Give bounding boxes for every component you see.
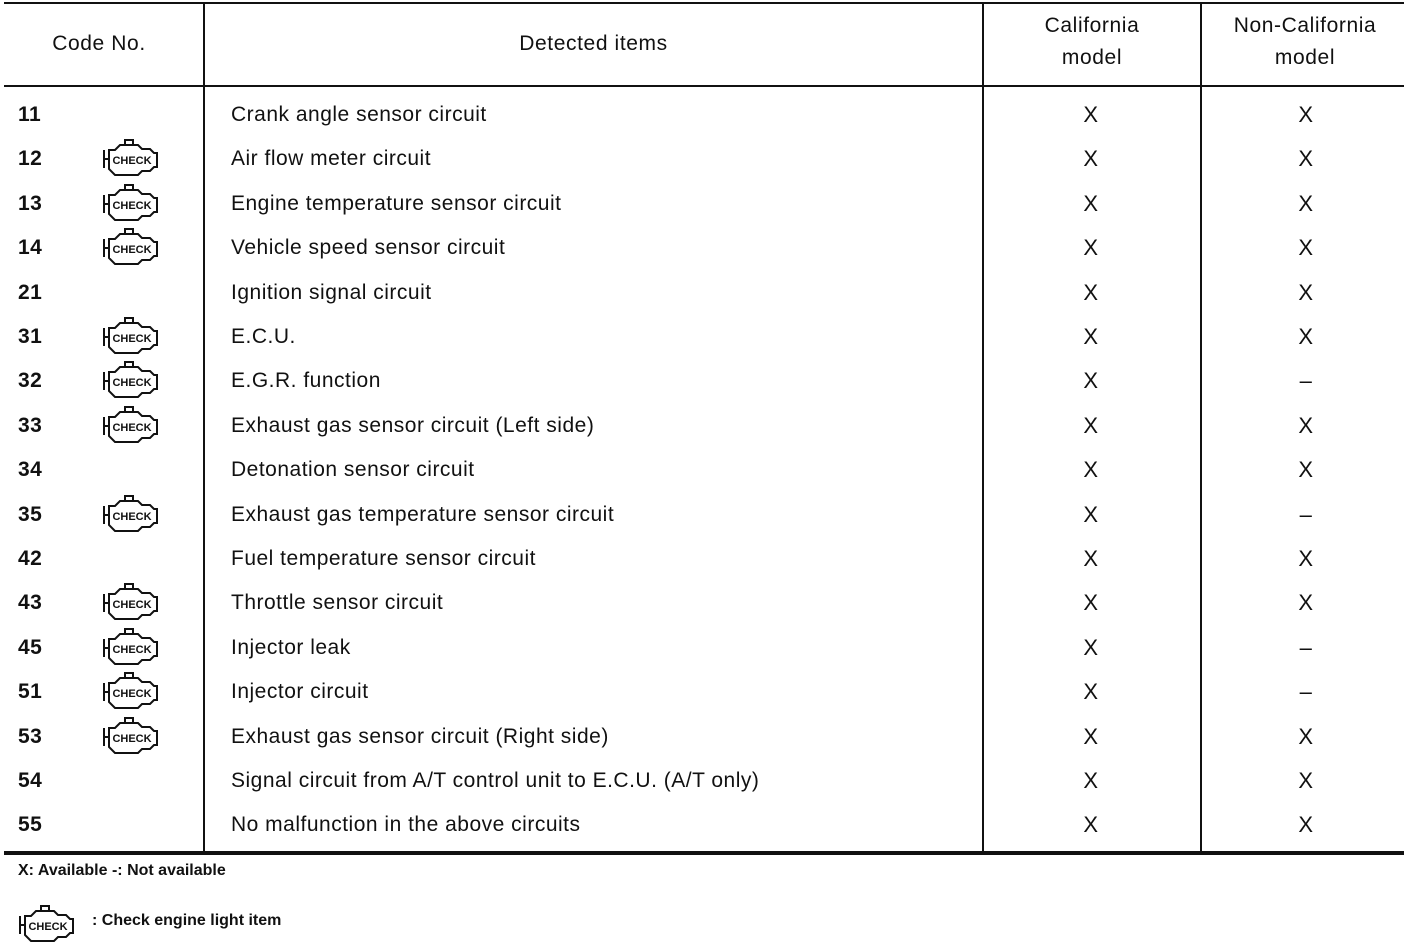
row-code-13: 13 <box>18 192 43 215</box>
row-california-mark: X <box>1083 235 1099 260</box>
header-noncal-line1: Non-California <box>1233 14 1377 37</box>
row-code-14: 14 <box>18 236 43 259</box>
svg-text:CHECK: CHECK <box>112 511 152 523</box>
row-non-california-mark: X <box>1298 324 1314 349</box>
row-california-mark: X <box>1083 768 1099 793</box>
row-detected-item: Vehicle speed sensor circuit <box>231 236 506 259</box>
row-non-california-mark: – <box>1299 502 1313 527</box>
check-engine-icon <box>14 904 82 944</box>
row-detected-item: E.G.R. function <box>231 369 381 392</box>
header-noncal-line2: model <box>1274 46 1336 69</box>
bottom-rule <box>4 851 1404 855</box>
row-california-mark: X <box>1083 635 1099 660</box>
svg-text:CHECK: CHECK <box>112 200 152 212</box>
row-code-12: 12 <box>18 147 43 170</box>
row-detected-item: Detonation sensor circuit <box>231 458 475 481</box>
check-engine-icon <box>98 360 166 400</box>
row-non-california-mark: X <box>1298 812 1314 837</box>
header-california-line2: model <box>1061 46 1123 69</box>
row-detected-item: E.C.U. <box>231 325 296 348</box>
row-detected-item: Injector circuit <box>231 680 369 703</box>
row-detected-item: Crank angle sensor circuit <box>231 103 487 126</box>
row-code-31: 31 <box>18 325 43 348</box>
top-rule <box>4 2 1404 4</box>
row-detected-item: No malfunction in the above circuits <box>231 813 581 836</box>
row-code-54: 54 <box>18 769 43 792</box>
svg-text:CHECK: CHECK <box>28 921 68 933</box>
row-california-mark: X <box>1083 146 1099 171</box>
row-code-21: 21 <box>18 281 43 304</box>
svg-text:CHECK: CHECK <box>112 244 152 256</box>
column-divider-code <box>203 2 205 853</box>
row-detected-item: Exhaust gas temperature sensor circuit <box>231 503 615 526</box>
row-california-mark: X <box>1083 812 1099 837</box>
row-non-california-mark: X <box>1298 724 1314 749</box>
row-code-43: 43 <box>18 591 43 614</box>
row-non-california-mark: X <box>1298 102 1314 127</box>
row-non-california-mark: X <box>1298 457 1314 482</box>
row-code-33: 33 <box>18 414 43 437</box>
row-california-mark: X <box>1083 324 1099 349</box>
legend-availability: X: Available -: Not available <box>18 862 226 879</box>
row-non-california-mark: X <box>1298 546 1314 571</box>
row-code-42: 42 <box>18 547 43 570</box>
row-code-51: 51 <box>18 680 43 703</box>
column-divider-items <box>982 2 984 853</box>
check-engine-icon <box>98 138 166 178</box>
row-non-california-mark: X <box>1298 191 1314 216</box>
check-engine-icon <box>98 183 166 223</box>
check-engine-icon <box>98 716 166 756</box>
row-non-california-mark: X <box>1298 768 1314 793</box>
header-detected-items: Detected items <box>519 32 668 55</box>
row-code-55: 55 <box>18 813 43 836</box>
row-detected-item: Ignition signal circuit <box>231 281 432 304</box>
row-california-mark: X <box>1083 102 1099 127</box>
row-code-35: 35 <box>18 503 43 526</box>
row-detected-item: Fuel temperature sensor circuit <box>231 547 536 570</box>
row-detected-item: Signal circuit from A/T control unit to E.C.U. (A/T only) <box>231 769 760 792</box>
legend-check-engine: : Check engine light item <box>92 912 282 929</box>
row-detected-item: Engine temperature sensor circuit <box>231 192 562 215</box>
svg-text:CHECK: CHECK <box>112 599 152 611</box>
row-california-mark: X <box>1083 679 1099 704</box>
row-california-mark: X <box>1083 413 1099 438</box>
row-non-california-mark: X <box>1298 413 1314 438</box>
row-detected-item: Injector leak <box>231 636 351 659</box>
row-non-california-mark: – <box>1299 635 1313 660</box>
svg-text:CHECK: CHECK <box>112 688 152 700</box>
row-california-mark: X <box>1083 724 1099 749</box>
row-non-california-mark: X <box>1298 280 1314 305</box>
check-engine-icon <box>98 627 166 667</box>
check-engine-icon <box>98 405 166 445</box>
check-engine-icon <box>98 582 166 622</box>
row-non-california-mark: – <box>1299 679 1313 704</box>
row-california-mark: X <box>1083 191 1099 216</box>
header-rule <box>4 85 1404 87</box>
row-code-34: 34 <box>18 458 43 481</box>
svg-text:CHECK: CHECK <box>112 422 152 434</box>
check-engine-icon <box>98 671 166 711</box>
row-california-mark: X <box>1083 368 1099 393</box>
svg-text:CHECK: CHECK <box>112 733 152 745</box>
svg-text:CHECK: CHECK <box>112 333 152 345</box>
row-california-mark: X <box>1083 457 1099 482</box>
check-engine-icon <box>98 494 166 534</box>
row-non-california-mark: – <box>1299 368 1313 393</box>
column-divider-california <box>1200 2 1202 853</box>
row-detected-item: Exhaust gas sensor circuit (Left side) <box>231 414 595 437</box>
header-california-model <box>984 10 1200 74</box>
check-engine-icon <box>98 227 166 267</box>
row-non-california-mark: X <box>1298 590 1314 615</box>
row-california-mark: X <box>1083 280 1099 305</box>
svg-text:CHECK: CHECK <box>112 155 152 167</box>
check-engine-icon <box>98 316 166 356</box>
row-california-mark: X <box>1083 590 1099 615</box>
svg-text:CHECK: CHECK <box>112 377 152 389</box>
row-code-45: 45 <box>18 636 43 659</box>
svg-text:CHECK: CHECK <box>112 644 152 656</box>
row-non-california-mark: X <box>1298 235 1314 260</box>
header-california-line1: California <box>1044 14 1140 37</box>
row-code-32: 32 <box>18 369 43 392</box>
row-detected-item: Throttle sensor circuit <box>231 591 444 614</box>
row-california-mark: X <box>1083 546 1099 571</box>
row-detected-item: Air flow meter circuit <box>231 147 432 170</box>
row-detected-item: Exhaust gas sensor circuit (Right side) <box>231 725 609 748</box>
row-code-53: 53 <box>18 725 43 748</box>
header-non-california-model <box>1202 10 1408 74</box>
row-california-mark: X <box>1083 502 1099 527</box>
header-code-no: Code No. <box>52 32 146 55</box>
row-non-california-mark: X <box>1298 146 1314 171</box>
row-code-11: 11 <box>18 103 42 126</box>
